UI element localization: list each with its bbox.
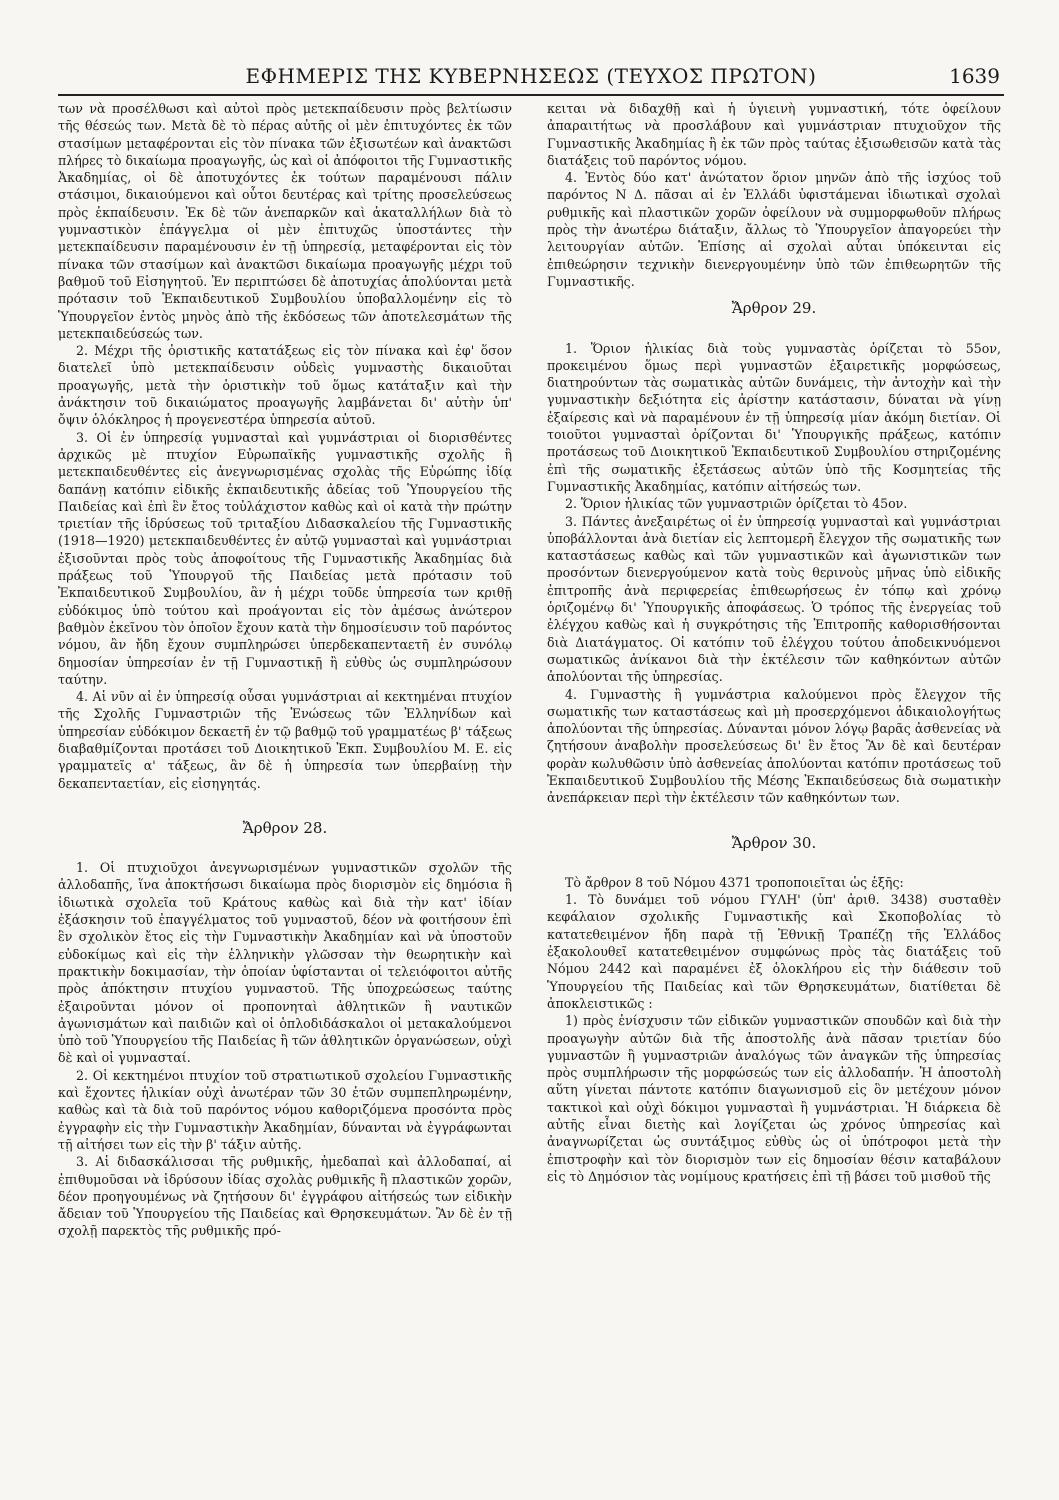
left-column <box>58 100 512 1470</box>
paragraph: 2. Οἱ κεκτημένοι πτυχίον τοῦ στρατιωτικοῦ σχολείου Γυμναστικῆς καὶ ἔχοντες ἡλικίαν οὐχὶ ἀνωτέραν τῶν 30 ἐτῶν συμπεπληρωμένην, καθὼς καὶ τὰ διὰ τοῦ παρόντος νόμου καθοριζόμενα προσόντα πρὸς ἐγγραφὴν εἰς τὴν Γυμναστικὴν Ἀκαδημίαν, δύνανται νὰ ἐγγράφωνται τῇ αἰτήσει των εἰς τὴν β' τάξιν αὐτῆς. <box>58 1067 512 1152</box>
paragraph: 4. Αἱ νῦν αἱ ἐν ὑπηρεσίᾳ οὖσαι γυμνάστριαι αἱ κεκτημέναι πτυχίον τῆς Σχολῆς Γυμναστριῶν τῆς Ἑνώσεως τῶν Ἑλληνίδων καὶ ὑπηρεσίαν εὐδόκιμον δεκαετῆ ἐν τῷ βαθμῷ τοῦ γραμματέως β' τάξεως διαβαθμίζονται προτάσει τοῦ Διοικητικοῦ Ἐκπ. Συμβουλίου Μ. Ε. εἰς γραμματεῖς α' τάξεως, ἂν δὲ ἡ ὑπηρεσία των ὑπερβαίνῃ τὴν δεκαπενταετίαν, εἰς εἰσηγητάς. <box>58 689 512 791</box>
paragraph: 1) πρὸς ἐνίσχυσιν τῶν εἰδικῶν γυμναστικῶν σπουδῶν καὶ διὰ τὴν προαγωγὴν αὐτῶν διὰ τῆς ἀποστολῆς ἀνὰ πᾶσαν τριετίαν δύο γυμναστῶν ἢ γυμναστριῶν ἀναλόγως τῶν ἀναγκῶν τῆς ὑπηρεσίας πρὸς συμπλήρωσιν τῆς μορφώσεώς των εἰς ἀλλοδαπήν. Ἡ ἀποστολὴ αὕτη γίνεται πάντοτε κατόπιν διαγωνισμοῦ εἰς ὃν μετέχουν μόνον τακτικοὶ καὶ οὐχὶ δόκιμοι γυμνασταὶ ἢ γυμνάστριαι. Ἡ διάρκεια δὲ αὐτῆς εἶναι διετὴς καὶ λογίζεται ὡς χρόνος ὑπηρεσίας καὶ ἀναγνωρίζεται ὡς συντάξιμος εὐθὺς ὡς οἱ ὑπότροφοι μετὰ τὴν ἐπιστροφὴν καὶ τὸν διορισμὸν των εἰς δημοσίαν θέσιν καταβάλουν εἰς τὸ Δημόσιον τὰς νομίμους κρατήσεις ἐπὶ τῇ βάσει τοῦ μισθοῦ τῆς <box>547 1013 1001 1184</box>
paragraph: 4. Γυμναστὴς ἢ γυμνάστρια καλούμενοι πρὸς ἔλεγχον τῆς σωματικῆς των καταστάσεως καὶ μὴ προσερχόμενοι ἀδικαιολογήτως ἀπολύονται τῆς ὑπηρεσίας. Δύνανται μόνον λόγῳ βαρᾶς ἀσθενείας νὰ ζητήσουν ἀναβολὴν προσελεύσεως δι' ἓν ἔτος Ἂν δὲ καὶ δευτέραν φορὰν κωλυθῶσιν ὑπὸ ἀσθενείας ἀπολύονται κατόπιν προτάσεως τοῦ Ἐκπαιδευτικοῦ Συμβουλίου τῆς Μέσης Ἐκπαιδεύσεως διὰ σωματικὴν ἀνεπάρκειαν περὶ τὴν ἐκτέλεσιν τῶν καθηκόντων των. <box>547 686 1001 806</box>
paragraph: 2. Ὅριον ἡλικίας τῶν γυμναστριῶν ὁρίζεται τὸ 45ον. <box>565 496 908 512</box>
article-30-heading: Ἄρθρον 30. <box>731 833 817 852</box>
paragraph: 3. Αἱ διδασκάλισσαι τῆς ρυθμικῆς, ἡμεδαπαὶ καὶ ἀλλοδαπαί, αἱ ἐπιθυμοῦσαι νὰ ἱδρύσουν ἰδίας σχολὰς ρυθμικῆς ἢ πλαστικῶν χορῶν, δέον προηγουμένως νὰ ζητήσουν δι' ἐγγράφου αἰτήσεώς των εἰδικὴν ἄδειαν τοῦ Ὑπουργείου τῆς Παιδείας καὶ Θρησκευμάτων. Ἂν δὲ ἐν τῇ σχολῇ παρεκτὸς τῆς ρυθμικῆς πρό- <box>58 1154 512 1239</box>
page-number: 1639 <box>949 64 1000 88</box>
article-28-heading: Ἄρθρον 28. <box>242 818 328 837</box>
article-29-heading: Ἄρθρον 29. <box>731 299 817 318</box>
paragraph: 2. Μέχρι τῆς ὁριστικῆς κατατάξεως εἰς τὸν πίνακα καὶ ἐφ' ὅσον διατελεῖ ὑπὸ μετεκπαίδευσιν οὐδεὶς γυμναστὴς δικαιοῦται προαγωγῆς, μετὰ τὴν ὁριστικὴν τοῦ ὅμως κατάταξιν καὶ τὴν ἀνάκτησιν τοῦ δικαιώματος προαγωγῆς λαμβάνεται δι' αὐτὴν ὑπ' ὄψιν ὁλόκληρος ἡ προγενεστέρα ὑπηρεσία αὐτοῦ. <box>58 343 512 428</box>
paragraph: Τὸ ἄρθρον 8 τοῦ Νόμου 4371 τροποποιεῖται ὡς ἑξῆς: <box>565 874 904 890</box>
paragraph: 1. Οἱ πτυχιοῦχοι ἀνεγνωρισμένων γυμναστικῶν σχολῶν τῆς ἀλλοδαπῆς, ἵνα ἀποκτήσωσι δικαίωμα πρὸς διορισμὸν εἰς δημόσια ἢ ἰδιωτικὰ σχολεῖα τοῦ Κράτους καθὼς καὶ διὰ τὴν κατ' ἰδίαν ἐξάσκησιν τοῦ ἐπαγγέλματος τοῦ γυμναστοῦ, δέον νὰ φοιτήσουν ἐπὶ ἓν σχολικὸν ἔτος εἰς τὴν Γυμναστικὴν Ἀκαδημίαν καὶ νὰ ὑποστοῦν εὐδοκίμως καὶ εἰς τὴν ἑλληνικὴν γλῶσσαν τὴν θεωρητικὴν καὶ πρακτικὴν δοκιμασίαν, τὴν ὁποίαν ὑφίστανται οἱ τελειόφοιτοι αὐτῆς πρὸς ἀπόκτησιν πτυχίου γυμναστοῦ. Τῆς ὑποχρεώσεως ταύτης ἐξαιροῦνται μόνον οἱ προπονηταὶ ἀθλητικῶν ἢ ναυτικῶν ἀγωνισμάτων καὶ παιδιῶν καὶ οἱ ὁπλοδιδάσκαλοι οἱ μετακαλούμενοι ὑπὸ τοῦ Ὑπουργείου τῆς Παιδείας ἢ τῶν ἀθλητικῶν ὀργανώσεων, οὐχὶ δὲ καὶ οἱ γυμνασταί. <box>58 860 512 1066</box>
page-header <box>58 60 1004 96</box>
paragraph: 1. Ὅριον ἡλικίας διὰ τοὺς γυμναστὰς ὁρίζεται τὸ 55ον, προκειμένου ὅμως περὶ γυμναστῶν ἐξαιρετικῆς μορφώσεως, διατηρούντων τὰς σωματικὰς αὐτῶν δυνάμεις, τὴν ἀντοχὴν καὶ τὴν γυμναστικὴν δεξιότητα εἰς ἀρίστην κατάστασιν, δύναται νὰ γίνῃ ἐξαίρεσις καὶ νὰ παραμένουν ἐν τῇ ὑπηρεσίᾳ μίαν ἀκόμη διετίαν. Οἱ τοιοῦτοι γυμνασταὶ ὁρίζονται δι' Ὑπουργικῆς πράξεως, κατόπιν προτάσεως τοῦ Διοικητικοῦ Ἐκπαιδευτικοῦ Συμβουλίου στηριζομένης ἐπὶ τῆς σωματικῆς ἐξετάσεως αὐτῶν ὑπὸ τῆς Κοσμητείας τῆς Γυμναστικῆς Ἀκαδημίας, κατόπιν αἰτήσεώς των. <box>547 340 1001 494</box>
gazette-title: ΕΦΗΜΕΡΙΣ ΤΗΣ ΚΥΒΕΡΝΗΣΕΩΣ (ΤΕΥΧΟΣ ΠΡΩΤΟΝ) <box>245 64 817 88</box>
paragraph: των νὰ προσέλθωσι καὶ αὐτοὶ πρὸς μετεκπαίδευσιν πρὸς βελτίωσιν τῆς θέσεώς των. Μετὰ δὲ τὸ πέρας αὐτῆς οἱ μὲν ἐπιτυχόντες ἐκ τῶν στασίμων μεταφέρονται εἰς τὸν πίνακα τῶν ἐξισωτέων καὶ ἀνακτῶσι πλήρες τὸ δικαίωμα προαγωγῆς, ὡς καὶ οἱ ἀπόφοιτοι τῆς Γυμναστικῆς Ἀκαδημίας, οἱ δὲ ἀποτυχόντες ἐκ τούτων παραμένουσι πάλιν στάσιμοι, δικαιούμενοι καὶ οὗτοι δευτέρας καὶ τρίτης προσελεύσεως πρὸς ἐκπαίδευσιν. Ἐκ δὲ τῶν ἀνεπαρκῶν καὶ ἀκαταλλήλων διὰ τὸ γυμναστικὸν ἐπάγγελμα οἱ μὲν ἐπιτυχῶς ὑποστάντες τὴν μετεκπαίδευσιν παραμένουσιν ἐν τῇ ὑπηρεσίᾳ, μεταφέρονται εἰς τὸν πίνακα τῶν στασίμων καὶ ἀνακτῶσι δικαίωμα προαγωγῆς μέχρι τοῦ βαθμοῦ τοῦ Εἰσηγητοῦ. Ἐν περιπτώσει δὲ ἀποτυχίας ἀπολύονται μετὰ πρότασιν τοῦ Ἐκπαιδευτικοῦ Συμβουλίου ὑποβαλλομένην εἰς τὸ Ὑπουργεῖον ἐντὸς μηνὸς ἀπὸ τῆς ἐκδόσεως τῶν ἀποτελεσμάτων τῆς μετεκπαιδεύσεώς των. <box>58 101 512 341</box>
paragraph: 3. Οἱ ἐν ὑπηρεσίᾳ γυμνασταὶ καὶ γυμνάστριαι οἱ διορισθέντες ἀρχικῶς μὲ πτυχίον Εὐρωπαϊκῆς γυμναστικῆς σχολῆς ἢ μετεκπαιδευθέντες εἰς ἀνεγνωρισμένας σχολὰς τῆς Εὐρώπης ἰδίᾳ δαπάνῃ κατόπιν εἰδικῆς ἐκπαιδευτικῆς ἀδείας τοῦ Ὑπουργείου τῆς Παιδείας καὶ ἐπὶ ἓν ἔτος τοὐλάχιστον καθὼς καὶ οἱ κατὰ τὴν πρώτην τριετίαν τῆς ἱδρύσεως τοῦ τριταξίου Διδασκαλείου τῆς Γυμναστικῆς (1918—1920) μετεκπαιδευθέντες ἐν αὐτῷ γυμνασταὶ καὶ γυμνάστριαι ἐξισοῦνται πρὸς τοὺς ἀποφοίτους τῆς Γυμναστικῆς Ἀκαδημίας διὰ πράξεως τοῦ Ὑπουργοῦ τῆς Παιδείας μετὰ πρότασιν τοῦ Ἐκπαιδευτικοῦ Συμβουλίου, ἂν ἡ μέχρι τοῦδε ὑπηρεσία των κριθῇ εὐδόκιμος ὑπὸ τούτου καὶ προάγονται εἰς τὸν ἀμέσως ἀνώτερον βαθμὸν ἐκεῖνου τὸν ὁποῖον ἔχουν κατὰ τὴν δημοσίευσιν τοῦ παρόντος νόμου, ἂν ἤδη ἔχουν συμπληρώσει ὑπερδεκαπενταετῆ ἐν συνόλῳ δημοσίαν ὑπηρεσίαν ἐν τῇ Γυμναστικῇ ἢ εὐθὺς ὡς συμπληρώσουν ταύτην. <box>58 429 512 687</box>
right-column <box>547 100 1001 1470</box>
paragraph: κειται νὰ διδαχθῇ καὶ ἡ ὑγιεινὴ γυμναστική, τότε ὀφείλουν ἀπαραιτήτως νὰ προσλάβουν καὶ γυμνάστριαν πτυχιοῦχον τῆς Γυμναστικῆς Ἀκαδημίας ἢ ἐκ τῶν πρὸς ταύτας ἐξισωθεισῶν κατὰ τὰς διατάξεις τοῦ παρόντος νόμου. <box>547 101 1001 168</box>
paragraph: 3. Πάντες ἀνεξαιρέτως οἱ ἐν ὑπηρεσίᾳ γυμνασταὶ καὶ γυμνάστριαι ὑποβάλλονται ἀνὰ διετίαν εἰς λεπτομερῆ ἔλεγχον τῆς σωματικῆς των καταστάσεως καθὼς καὶ τῶν γυμναστικῶν καὶ ἀγωνιστικῶν των προσόντων διενεργούμενον κατὰ τοὺς θερινοὺς μῆνας ὑπὸ εἰδικῆς ἐπιτροπῆς ἀνὰ περιφερείας ἐπιθεωρήσεως ἐν τόπῳ καὶ χρόνῳ ὁριζομένῳ δι' Ὑπουργικῆς ἀποφάσεως. Ὁ τρόπος τῆς ἐνεργείας τοῦ ἐλέγχου καθὼς καὶ ἡ συγκρότησις τῆς Ἐπιτροπῆς καθορισθήσονται διὰ Διατάγματος. Οἱ κατόπιν τοῦ ἐλέγχου τούτου ἀποδεικνυόμενοι σωματικῶς ἀνίκανοι διὰ τὴν ἐκτέλεσιν τῶν καθηκόντων αὐτῶν ἀπολύονται τῆς ὑπηρεσίας. <box>547 513 1001 685</box>
paragraph: 4. Ἐντὸς δύο κατ' ἀνώτατον ὅριον μηνῶν ἀπὸ τῆς ἰσχύος τοῦ παρόντος Ν Δ. πᾶσαι αἱ ἐν Ἑλλάδι ὑφιστάμεναι ἰδιωτικαὶ σχολαὶ ρυθμικῆς καὶ πλαστικῶν χορῶν ὀφείλουν νὰ συμμορφωθοῦν πλήρως πρὸς τὴν ἀνωτέρω διάταξιν, ἄλλως τὸ Ὑπουργεῖον ἀπαγορεύει τὴν λειτουργίαν αὐτῶν. Ἐπίσης αἱ σχολαὶ αὗται ὑπόκεινται εἰς ἐπιθεώρησιν τεχνικὴν διενεργουμένην ὑπὸ τῶν ἐπιθεωρητῶν τῆς Γυμναστικῆς. <box>547 170 1001 289</box>
paragraph: 1. Τὸ δυνάμει τοῦ νόμου ΓΥΛΗ' (ὑπ' ἀριθ. 3438) συσταθὲν κεφάλαιον σχολικῆς Γυμναστικῆς καὶ Σκοποβολίας τὸ κατατεθειμένον ἤδη παρὰ τῇ Ἐθνικῇ Τραπέζῃ τῆς Ἑλλάδος ἐξακολουθεῖ κατατεθειμένον συμφώνως πρὸς τὰς διατάξεις τοῦ Νόμου 2442 καὶ παραμένει ἐξ ὁλοκλήρου εἰς τὴν διάθεσιν τοῦ Ὑπουργείου τῆς Παιδείας καὶ τῶν Θρησκευμάτων, διατίθεται δὲ ἀποκλειστικῶς : <box>547 892 1001 1011</box>
